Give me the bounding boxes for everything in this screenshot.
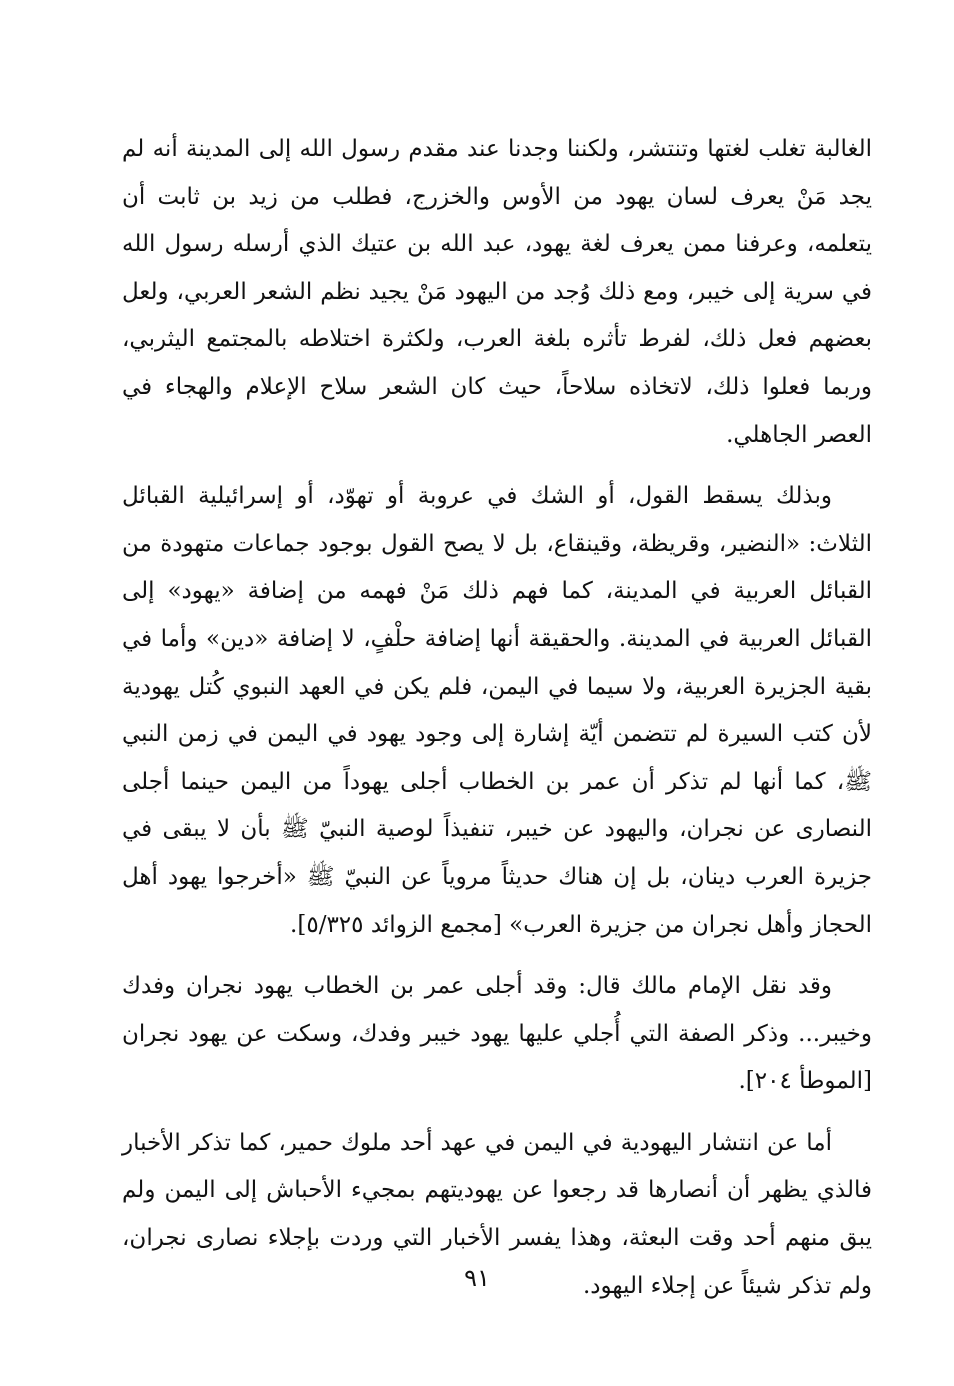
paragraph-2: وبذلك يسقط القول، أو الشك في عروبة أو تهوّد، أو إسرائيلية القبائل الثلاث: «النضير، وقريظة، وقينقاع، بل لا يصح القول بوجود جماعات متهودة من القبائل العربية في المدينة، كما فهم ذلك مَنْ فهمه من إضافة «يهود» إلى القبائل العربية في المدينة. والحقيقة أنها إضافة حلْفٍ، لا إضافة «دين» وأما في بقية الجزيرة العربية، ولا سيما في اليمن، فلم يكن في العهد النبوي كُتل يهودية لأن كتب السيرة لم تتضمن أيّة إشارة إلى وجود يهود في اليمن في زمن النبي ﷺ، كما أنها لم تذكر أن عمر بن الخطاب أجلى يهوداً من اليمن حينما أجلى النصارى عن نجران، واليهود عن خيبر، تنفيذاً لوصية النبيّ ﷺ بأن لا يبقى في جزيرة العرب دينان، بل إن هناك حديثاً مروياً عن النبيّ ﷺ «أخرجوا يهود أهل الحجاز وأهل نجران من جزيرة العرب» [مجمع الزوائد ٥/٣٢٥]. [122,483,872,938]
body-text [122,126,872,1310]
page-number: ٩١ [464,1264,490,1292]
paragraph-3: وقد نقل الإمام مالك قال: وقد أجلى عمر بن الخطاب يهود نجران وفدك وخيبر... وذكر الصفة التي أُجلي عليها يهود خيبر وفدك، وسكت عن يهود نجران [الموطأ ٢٠٤]. [122,973,872,1095]
paragraph-1: الغالبة تغلب لغتها وتنتشر، ولكننا وجدنا عند مقدم رسول الله إلى المدينة أنه لم يجد مَنْ يعرف لسان يهود من الأوس والخزرج، فطلب من زيد بن ثابت أن يتعلمه، وعرفنا ممن يعرف لغة يهود، عبد الله بن عتيك الذي أرسله رسول الله في سرية إلى خيبر، ومع ذلك وُجد من اليهود مَنْ يجيد نظم الشعر العربي، ولعل بعضهم فعل ذلك، لفرط تأثره بلغة العرب، ولكثرة اختلاطه بالمجتمع اليثربي، وربما فعلوا ذلك، لاتخاذه سلاحاً، حيث كان الشعر سلاح الإعلام والهجاء في العصر الجاهلي. [122,136,872,448]
paragraph-4: أما عن انتشار اليهودية في اليمن في عهد أحد ملوك حمير، كما تذكر الأخبار فالذي يظهر أن أنصارها قد رجعوا عن يهوديتهم بمجيء الأحباش إلى اليمن ولم يبق منهم أحد وقت البعثة، وهذا يفسر الأخبار التي وردت بإجلاء نصارى نجران، ولم تذكر شيئاً عن إجلاء اليهود. [122,1129,872,1299]
